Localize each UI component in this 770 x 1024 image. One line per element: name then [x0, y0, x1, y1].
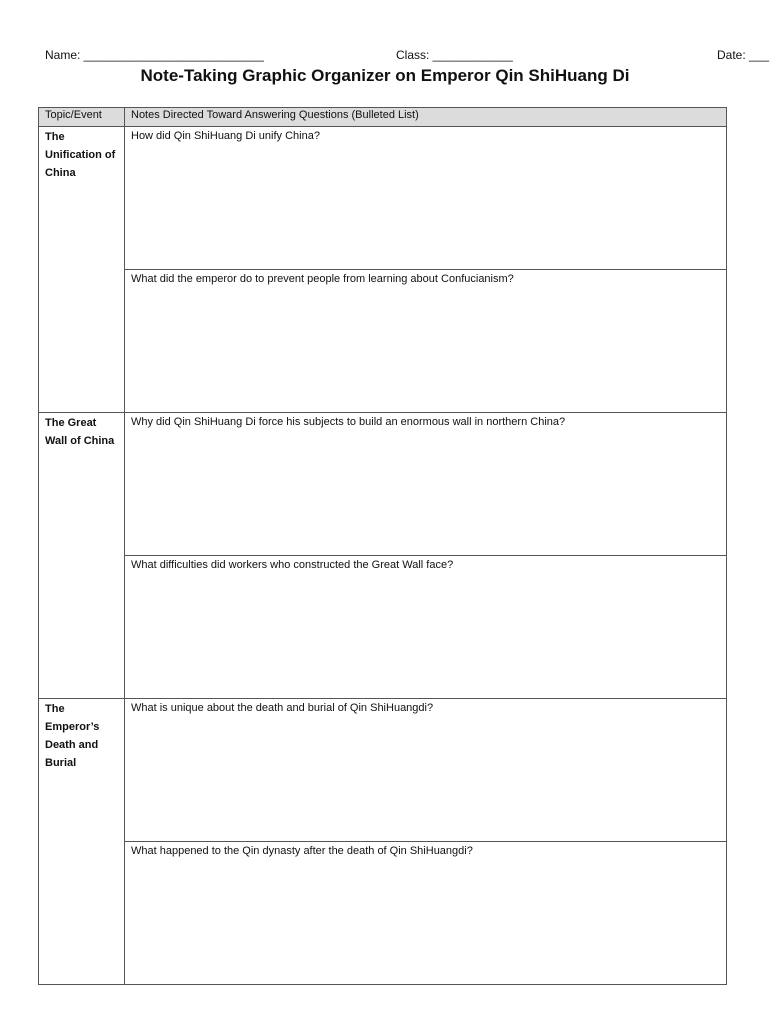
class-field-label: Class: ____________ — [396, 48, 513, 62]
table-row — [39, 270, 727, 413]
table-header-row — [39, 108, 727, 127]
notes-cell[interactable] — [125, 413, 727, 556]
notes-cell[interactable] — [125, 127, 727, 270]
notes-cell[interactable] — [125, 270, 727, 413]
table-row — [39, 842, 727, 985]
name-field-label: Name: ___________________________ — [45, 48, 264, 62]
question-text: Why did Qin ShiHuang Di force his subjects to build an enormous wall in northern China? — [131, 416, 566, 428]
topic-unification: The Unification of China — [39, 127, 125, 413]
date-field-label: Date: ___ — [717, 48, 770, 62]
notes-cell[interactable] — [125, 699, 727, 842]
table-row — [39, 699, 727, 842]
topic-column-header: Topic/Event — [39, 108, 125, 127]
notes-cell[interactable] — [125, 556, 727, 699]
notes-cell[interactable] — [125, 842, 727, 985]
table-row — [39, 413, 727, 556]
question-text: What difficulties did workers who constructed the Great Wall face? — [131, 559, 454, 571]
question-text: What is unique about the death and burial of Qin ShiHuangdi? — [131, 702, 434, 714]
topic-great-wall: The Great Wall of China — [39, 413, 125, 699]
question-text: What did the emperor do to prevent people from learning about Confucianism? — [131, 273, 514, 285]
topic-death-burial: The Emperor’s Death and Burial — [39, 699, 125, 985]
question-text: How did Qin ShiHuang Di unify China? — [131, 130, 320, 142]
table-row — [39, 127, 727, 270]
notes-column-header: Notes Directed Toward Answering Questions (Bulleted List) — [125, 108, 727, 127]
question-text: What happened to the Qin dynasty after the death of Qin ShiHuangdi? — [131, 845, 473, 857]
table-row — [39, 556, 727, 699]
graphic-organizer-table — [38, 107, 727, 985]
page-title: Note-Taking Graphic Organizer on Emperor Qin ShiHuang Di — [140, 66, 630, 85]
